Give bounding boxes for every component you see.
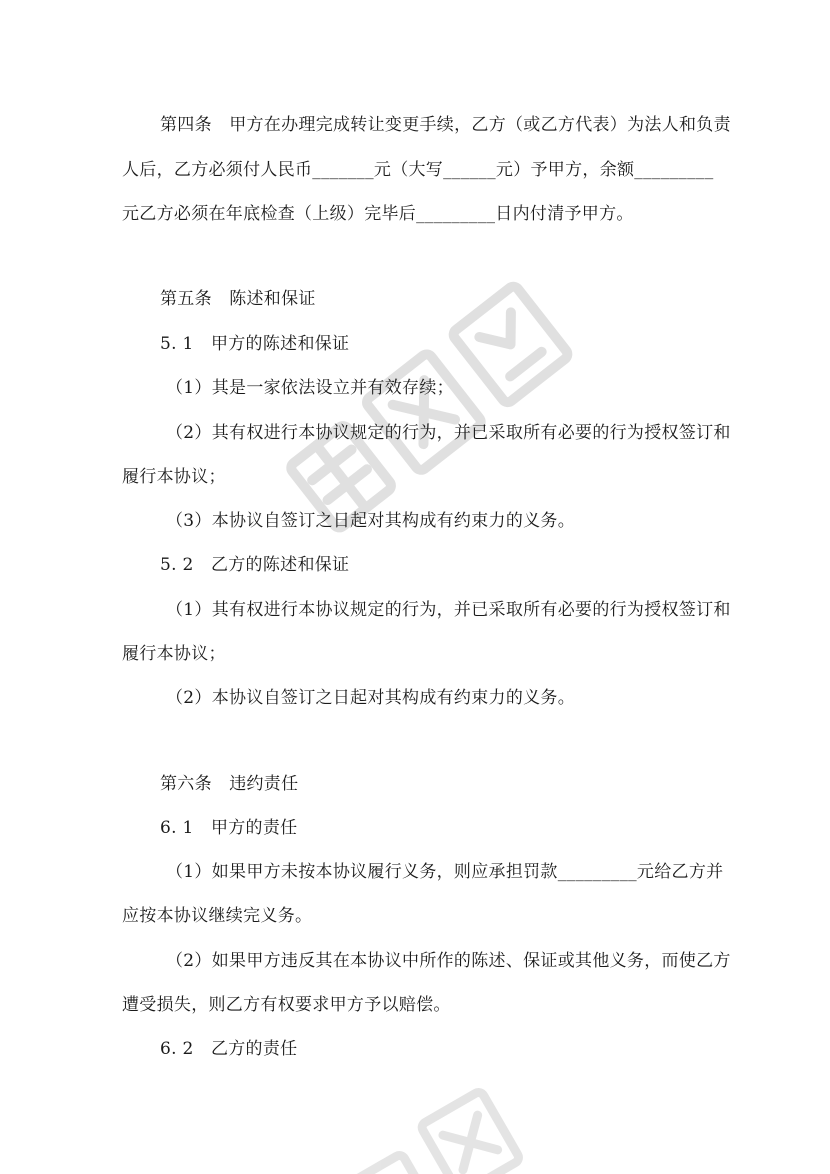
section-5-2-item-1-cont: 履行本协议；	[122, 644, 226, 664]
section-6-2-heading: 6. 2 乙方的责任	[160, 1039, 298, 1059]
article-6-heading: 第六条 违约责任	[160, 774, 299, 794]
section-5-1-item-1: （1）其是一家依法设立并有效存续；	[166, 378, 454, 398]
section-5-1-heading: 5. 1 甲方的陈述和保证	[160, 334, 350, 354]
section-5-2-item-1: （1）其有权进行本协议规定的行为，并已采取所有必要的行为授权签订和	[166, 600, 731, 620]
article-4-line-1: 第四条 甲方在办理完成转让变更手续，乙方（或乙方代表）为法人和负责	[160, 115, 731, 135]
section-6-1-item-2: （2）如果甲方违反其在本协议中所作的陈述、保证或其他义务，而使乙方	[166, 951, 731, 971]
section-5-2-item-2: （2）本协议自签订之日起对其构成有约束力的义务。	[166, 688, 576, 708]
section-5-1-item-3: （3）本协议自签订之日起对其构成有约束力的义务。	[166, 511, 576, 531]
section-6-1-item-1: （1）如果甲方未按本协议履行义务，则应承担罚款_________元给乙方并	[166, 862, 724, 882]
article-5-heading: 第五条 陈述和保证	[160, 289, 316, 309]
article-4-line-2: 人后，乙方必须付人民币_______元（大写______元）予甲方，余额_________	[122, 160, 714, 180]
section-6-1-item-2-cont: 遭受损失，则乙方有权要求甲方予以赔偿。	[122, 995, 451, 1015]
watermark-logo-icon	[330, 1080, 550, 1174]
section-6-1-item-1-cont: 应按本协议继续完义务。	[122, 906, 313, 926]
section-5-1-item-2-cont: 履行本协议；	[122, 467, 226, 487]
section-6-1-heading: 6. 1 甲方的责任	[160, 818, 298, 838]
section-5-2-heading: 5. 2 乙方的陈述和保证	[160, 555, 350, 575]
section-5-1-item-2: （2）其有权进行本协议规定的行为，并已采取所有必要的行为授权签订和	[166, 423, 731, 443]
article-4-line-3: 元乙方必须在年底检查（上级）完毕后_________日内付清予甲方。	[122, 204, 634, 224]
